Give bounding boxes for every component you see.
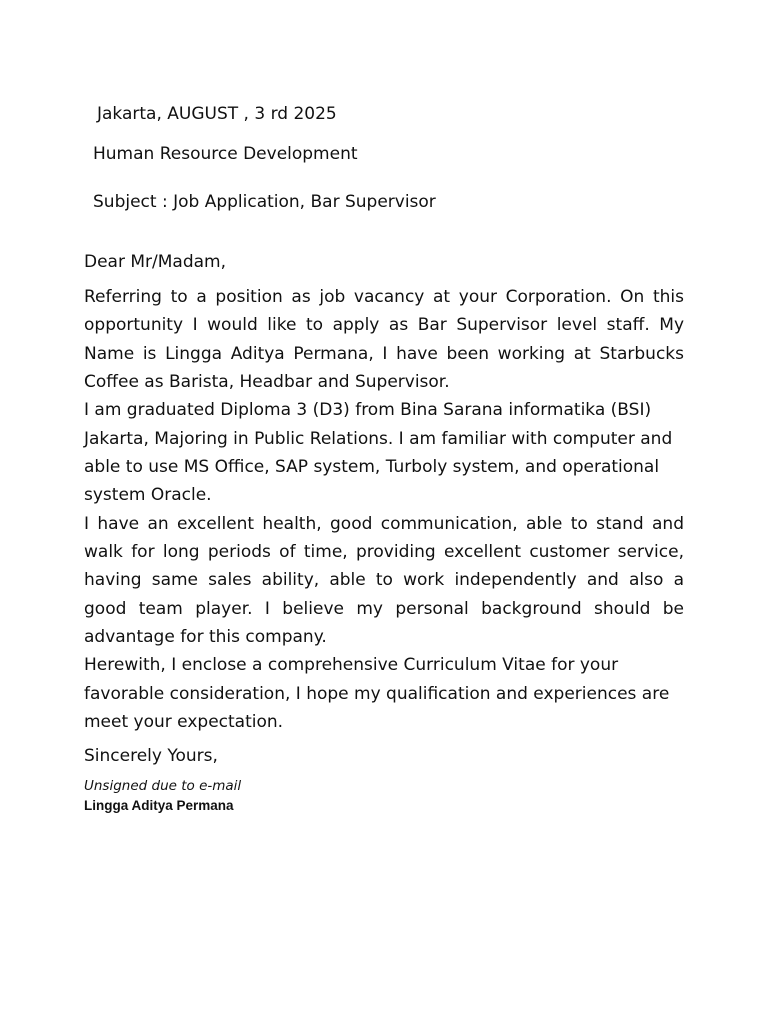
body-paragraph-2: I am graduated Diploma 3 (D3) from Bina Sarana informatika (BSI) Jakarta, Majoring in Public Relations. I am familiar with computer and able to use MS Office, SAP system, Turboly system, and operational system Oracle. (84, 400, 673, 506)
recipient-department: Human Resource Development (93, 144, 358, 164)
letter-subject: Subject : Job Application, Bar Supervisor (93, 192, 436, 212)
signer-name: Lingga Aditya Permana (84, 798, 234, 813)
letter-date: Jakarta, AUGUST , 3 rd 2025 (97, 104, 337, 124)
salutation: Dear Mr/Madam, (84, 252, 227, 272)
letter-body (84, 283, 684, 737)
body-paragraph-3: I have an excellent health, good communication, able to stand and walk for long periods of time, providing excellent customer service, having same sales ability, able to work independently and also a good team player. I believe my personal background should be advantage for this company. (84, 513, 684, 648)
signature-note: Unsigned due to e-mail (84, 778, 242, 794)
body-paragraph-1: Referring to a position as job vacancy at your Corporation. On this opportunity I would like to apply as Bar Supervisor level staff. My Name is Lingga Aditya Permana, I have been working at Starbucks Coffee as Barista, Headbar and Supervisor. (84, 287, 684, 393)
closing-phrase: Sincerely Yours, (84, 746, 218, 766)
body-paragraph-4: Herewith, I enclose a comprehensive Curriculum Vitae for your favorable consideration, I hope my qualification and experiences are meet your expectation. (84, 655, 670, 733)
